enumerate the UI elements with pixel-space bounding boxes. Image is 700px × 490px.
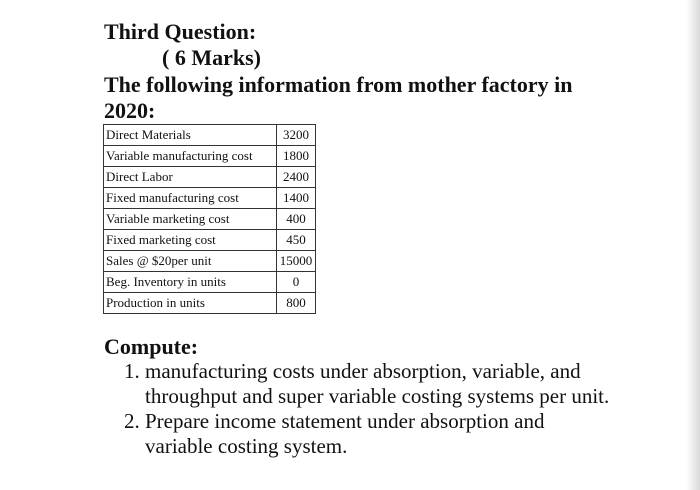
row-value: 15000 — [277, 251, 316, 272]
page-edge-shadow — [686, 0, 700, 490]
table-row — [104, 251, 316, 272]
question-marks: ( 6 Marks) — [162, 45, 261, 70]
table-row — [104, 209, 316, 230]
table-row — [104, 167, 316, 188]
list-item: 1. manufacturing costs under absorption, variable, and throughput and super variable costing systems per unit. — [145, 359, 615, 409]
row-label: Direct Labor — [104, 167, 277, 188]
list-item: 2. Prepare income statement under absorption and variable costing system. — [145, 409, 615, 459]
row-label: Fixed marketing cost — [104, 230, 277, 251]
row-value: 450 — [277, 230, 316, 251]
cost-data-table — [103, 124, 316, 314]
row-value: 400 — [277, 209, 316, 230]
row-value: 800 — [277, 293, 316, 314]
table-row — [104, 230, 316, 251]
question-year: 2020: — [104, 98, 156, 123]
row-label: Variable marketing cost — [104, 209, 277, 230]
compute-heading: Compute: — [104, 334, 199, 359]
row-value: 1400 — [277, 188, 316, 209]
row-label: Direct Materials — [104, 125, 277, 146]
row-value: 3200 — [277, 125, 316, 146]
table-row — [104, 125, 316, 146]
table-row — [104, 146, 316, 167]
task-list — [125, 359, 615, 459]
row-label: Variable manufacturing cost — [104, 146, 277, 167]
question-title: Third Question: — [104, 19, 257, 44]
row-label: Beg. Inventory in units — [104, 272, 277, 293]
table-row — [104, 188, 316, 209]
row-label: Fixed manufacturing cost — [104, 188, 277, 209]
table-row — [104, 272, 316, 293]
row-value: 1800 — [277, 146, 316, 167]
row-label: Production in units — [104, 293, 277, 314]
row-value: 2400 — [277, 167, 316, 188]
row-label: Sales @ $20per unit — [104, 251, 277, 272]
row-value: 0 — [277, 272, 316, 293]
question-intro: The following information from mother factory in — [104, 72, 573, 97]
table-row — [104, 293, 316, 314]
